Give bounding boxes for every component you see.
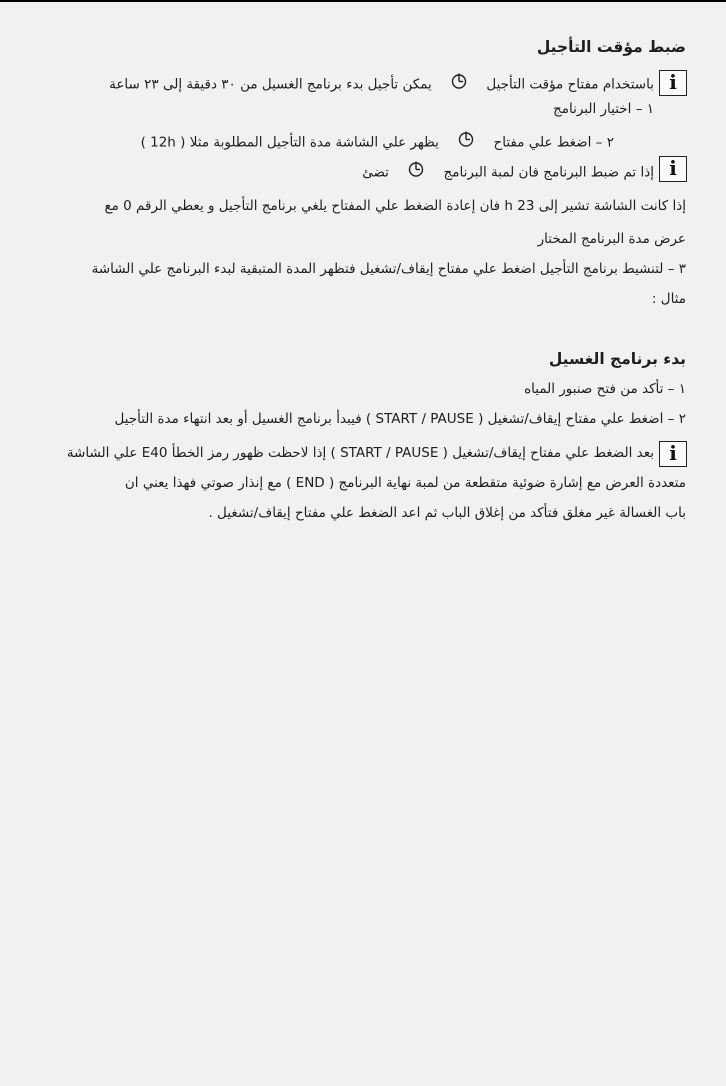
info-icon: i: [659, 156, 687, 182]
delay-timer-icon: [457, 130, 475, 155]
timer-line-1: [40, 72, 654, 97]
start-line-3: بعد الضغط علي مفتاح إيقاف/تشغيل ( START / PAUSE ) إذا لاحظت ظهور رمز الخطأ E40 علي الشاشة: [66, 445, 654, 461]
timer-line-6: عرض مدة البرنامج المختار: [537, 231, 686, 247]
start-section-title: بدء برنامج الغسيل: [548, 350, 686, 368]
timer-line-1-end: يمكن تأجيل بدء برنامج الغسيل من ٣٠ دقيقة إلى ٢٣ ساعة: [109, 76, 432, 93]
timer-section-title: ضبط مؤقت التأجيل: [536, 38, 686, 56]
info-icon: i: [659, 441, 687, 467]
timer-line-7: ٣ – لتنشيط برنامج التأجيل اضغط علي مفتاح إيقاف/تشغيل فتظهر المدة المتبقية لبدء البرنامج علي الشاشة: [91, 261, 686, 277]
timer-line-3: [40, 130, 614, 155]
delay-timer-icon: [407, 160, 425, 185]
start-line-2: ٢ – اضغط علي مفتاح إيقاف/تشغيل ( START / PAUSE ) فيبدأ برنامج الغسيل أو بعد انتهاء مدة التأجيل: [114, 411, 686, 427]
timer-line-3-start: ٢ – اضغط علي مفتاح: [493, 134, 614, 151]
start-line-1: ١ – تأكد من فتح صنبور المياه: [524, 381, 686, 397]
timer-line-8: مثال :: [651, 291, 686, 307]
timer-line-2: ١ – اختيار البرنامج: [553, 101, 654, 117]
timer-line-3-end: يظهر علي الشاشة مدة التأجيل المطلوبة مثلا ( 12h ): [140, 134, 439, 151]
info-icon: i: [659, 70, 687, 96]
timer-line-4: [40, 160, 654, 185]
timer-line-4-end: تضئ: [362, 164, 389, 181]
start-line-4: متعددة العرض مع إشارة ضوئية متقطعة من لمبة نهاية البرنامج ( END ) مع إنذار صوتي فهذا يعني ان: [124, 475, 686, 491]
delay-timer-icon: [450, 72, 468, 97]
timer-line-5: إذا كانت الشاشة تشير إلى 23 h فان إعادة الضغط علي المفتاح يلغي برنامج التأجيل و يعطي الرقم 0 مع: [104, 198, 686, 214]
timer-line-4-start: إذا تم ضبط البرنامج فان لمبة البرنامج: [443, 164, 654, 181]
start-line-5: باب الغسالة غير مغلق فتأكد من إغلاق الباب ثم اعد الضغط علي مفتاح إيقاف/تشغيل .: [208, 505, 686, 521]
timer-line-1-start: باستخدام مفتاح مؤقت التأجيل: [486, 76, 654, 93]
